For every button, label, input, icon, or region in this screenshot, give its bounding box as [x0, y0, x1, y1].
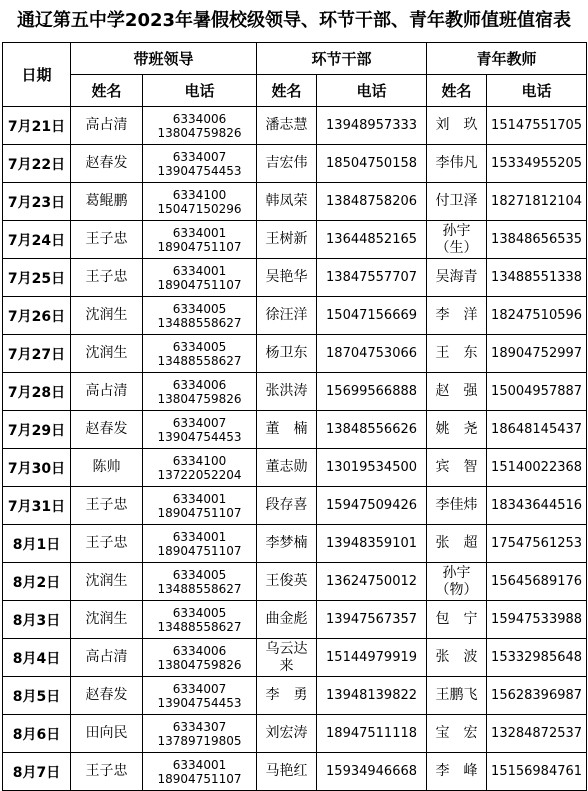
office-phone: 6334001: [172, 757, 227, 772]
cadre-phone-cell: 13948359101: [317, 525, 427, 563]
leader-phone-cell: [143, 411, 257, 449]
leader-phone-cell: [143, 487, 257, 525]
teacher-name-cell: 付卫泽: [427, 183, 487, 221]
leader-group-header: 带班领导: [71, 43, 257, 75]
teacher-phone-cell: 18648145437: [487, 411, 587, 449]
cadre-name-cell: 曲金彪: [257, 601, 317, 639]
teacher-name-cell: 孙宇 （生）: [427, 221, 487, 259]
duty-table: [2, 42, 587, 791]
cadre-name-cell: 杨卫东: [257, 335, 317, 373]
teacher-phone-cell: 13284872537: [487, 715, 587, 753]
teacher-phone-cell: 13488551338: [487, 259, 587, 297]
teacher-phone-cell: 18247510596: [487, 297, 587, 335]
table-row: [3, 715, 587, 753]
mobile-phone: 18904751107: [157, 277, 242, 292]
date-cell: 8月5日: [3, 677, 71, 715]
table-row: [3, 411, 587, 449]
leader-name-cell: 葛鲲鹏: [71, 183, 143, 221]
teacher-name-cell: 包 宁: [427, 601, 487, 639]
teacher-phone-cell: 13848656535: [487, 221, 587, 259]
date-cell: 7月21日: [3, 107, 71, 145]
mobile-phone: 13804759826: [157, 657, 242, 672]
cadre-name-cell: 董志勋: [257, 449, 317, 487]
office-phone: 6334001: [172, 263, 227, 278]
date-cell: 8月1日: [3, 525, 71, 563]
office-phone: 6334100: [172, 453, 227, 468]
leader-name-cell: 田向民: [71, 715, 143, 753]
leader-name-cell: 王子忠: [71, 487, 143, 525]
cadre-phone-cell: 15144979919: [317, 639, 427, 677]
leader-name-cell: 赵春发: [71, 411, 143, 449]
teacher-phone-cell: 15156984761: [487, 753, 587, 791]
teacher-name-cell: 张 超: [427, 525, 487, 563]
table-row: [3, 297, 587, 335]
teacher-phone-cell: 15645689176: [487, 563, 587, 601]
date-header: 日期: [3, 43, 71, 107]
leader-name-cell: 王子忠: [71, 221, 143, 259]
date-cell: 8月6日: [3, 715, 71, 753]
cadre-name-cell: 董 楠: [257, 411, 317, 449]
teacher-name-cell: 王鹏飞: [427, 677, 487, 715]
mobile-phone: 18904751107: [157, 543, 242, 558]
leader-name-cell: 高占清: [71, 373, 143, 411]
office-phone: 6334007: [172, 149, 227, 164]
cadre-name-cell: 段存喜: [257, 487, 317, 525]
office-phone: 6334006: [172, 377, 227, 392]
leader-phone-header: 电话: [143, 75, 257, 107]
mobile-phone: 13722052204: [157, 467, 242, 482]
leader-phone-cell: [143, 107, 257, 145]
cadre-phone-cell: 13848758206: [317, 183, 427, 221]
leader-phone-cell: [143, 259, 257, 297]
cadre-phone-header: 电话: [317, 75, 427, 107]
leader-phone-cell: [143, 183, 257, 221]
office-phone: 6334100: [172, 187, 227, 202]
mobile-phone: 13904754453: [157, 429, 242, 444]
leader-phone-cell: [143, 221, 257, 259]
office-phone: 6334006: [172, 111, 227, 126]
leader-phone-cell: [143, 563, 257, 601]
cadre-name-cell: 马艳红: [257, 753, 317, 791]
office-phone: 6334007: [172, 415, 227, 430]
teacher-name-cell: 刘 玖: [427, 107, 487, 145]
leader-name-cell: 沈润生: [71, 601, 143, 639]
mobile-phone: 13904754453: [157, 695, 242, 710]
leader-name-cell: 赵春发: [71, 677, 143, 715]
office-phone: 6334005: [172, 339, 227, 354]
mobile-phone: 13804759826: [157, 125, 242, 140]
teacher-phone-cell: 18271812104: [487, 183, 587, 221]
teacher-phone-cell: 17547561253: [487, 525, 587, 563]
date-cell: 7月30日: [3, 449, 71, 487]
office-phone: 6334001: [172, 225, 227, 240]
mobile-phone: 18904751107: [157, 771, 242, 786]
cadre-phone-cell: 13019534500: [317, 449, 427, 487]
leader-name-cell: 赵春发: [71, 145, 143, 183]
office-phone: 6334006: [172, 643, 227, 658]
teacher-group-header: 青年教师: [427, 43, 587, 75]
teacher-phone-cell: 15004957887: [487, 373, 587, 411]
table-row: [3, 639, 587, 677]
date-cell: 7月29日: [3, 411, 71, 449]
teacher-phone-cell: 15947533988: [487, 601, 587, 639]
teacher-phone-cell: 15147551705: [487, 107, 587, 145]
office-phone: 6334307: [172, 719, 227, 734]
cadre-name-cell: 王俊英: [257, 563, 317, 601]
date-cell: 8月2日: [3, 563, 71, 601]
date-cell: 7月27日: [3, 335, 71, 373]
cadre-phone-cell: 13948139822: [317, 677, 427, 715]
date-cell: 8月7日: [3, 753, 71, 791]
table-row: [3, 145, 587, 183]
leader-phone-cell: [143, 639, 257, 677]
mobile-phone: 13488558627: [157, 581, 242, 596]
cadre-phone-cell: 18504750158: [317, 145, 427, 183]
teacher-name-cell: 宾 智: [427, 449, 487, 487]
office-phone: 6334005: [172, 301, 227, 316]
table-row: [3, 183, 587, 221]
mobile-phone: 18904751107: [157, 505, 242, 520]
mobile-phone: 13488558627: [157, 315, 242, 330]
office-phone: 6334005: [172, 567, 227, 582]
cadre-name-cell: 吉宏伟: [257, 145, 317, 183]
cadre-phone-cell: 13848556626: [317, 411, 427, 449]
leader-phone-cell: [143, 449, 257, 487]
leader-name-cell: 沈润生: [71, 335, 143, 373]
teacher-name-cell: 孙宇 （物）: [427, 563, 487, 601]
mobile-phone: 13488558627: [157, 619, 242, 634]
cadre-name-header: 姓名: [257, 75, 317, 107]
teacher-name-cell: 李 峰: [427, 753, 487, 791]
cadre-phone-cell: 15699566888: [317, 373, 427, 411]
cadre-phone-cell: 13948957333: [317, 107, 427, 145]
leader-phone-cell: [143, 297, 257, 335]
teacher-name-cell: 赵 强: [427, 373, 487, 411]
mobile-phone: 13789719805: [157, 733, 242, 748]
cadre-phone-cell: 15047156669: [317, 297, 427, 335]
table-row: [3, 563, 587, 601]
table-row: [3, 107, 587, 145]
teacher-name-cell: 王 东: [427, 335, 487, 373]
teacher-name-cell: 吴海青: [427, 259, 487, 297]
leader-phone-cell: [143, 145, 257, 183]
leader-phone-cell: [143, 753, 257, 791]
office-phone: 6334001: [172, 529, 227, 544]
leader-name-cell: 高占清: [71, 107, 143, 145]
leader-name-cell: 王子忠: [71, 259, 143, 297]
mobile-phone: 13904754453: [157, 163, 242, 178]
date-cell: 7月26日: [3, 297, 71, 335]
cadre-phone-cell: 13947567357: [317, 601, 427, 639]
leader-name-header: 姓名: [71, 75, 143, 107]
table-row: [3, 601, 587, 639]
table-row: [3, 449, 587, 487]
cadre-name-cell: 李梦楠: [257, 525, 317, 563]
teacher-phone-cell: 15332985648: [487, 639, 587, 677]
office-phone: 6334001: [172, 491, 227, 506]
mobile-phone: 15047150296: [157, 201, 242, 216]
leader-phone-cell: [143, 601, 257, 639]
cadre-name-cell: 吴艳华: [257, 259, 317, 297]
leader-phone-cell: [143, 677, 257, 715]
table-row: [3, 373, 587, 411]
date-cell: 7月23日: [3, 183, 71, 221]
table-row: [3, 677, 587, 715]
date-cell: 7月28日: [3, 373, 71, 411]
teacher-name-cell: 李佳炜: [427, 487, 487, 525]
leader-phone-cell: [143, 525, 257, 563]
cadre-phone-cell: 18947511118: [317, 715, 427, 753]
date-cell: 7月31日: [3, 487, 71, 525]
leader-name-cell: 沈润生: [71, 563, 143, 601]
table-row: [3, 487, 587, 525]
cadre-phone-cell: 18704753066: [317, 335, 427, 373]
cadre-name-cell: 张洪涛: [257, 373, 317, 411]
cadre-phone-cell: 13847557707: [317, 259, 427, 297]
teacher-name-cell: 姚 尧: [427, 411, 487, 449]
leader-name-cell: 陈帅: [71, 449, 143, 487]
table-row: [3, 259, 587, 297]
teacher-phone-cell: 18904752997: [487, 335, 587, 373]
date-cell: 8月4日: [3, 639, 71, 677]
table-row: [3, 753, 587, 791]
teacher-phone-header: 电话: [487, 75, 587, 107]
leader-phone-cell: [143, 715, 257, 753]
date-cell: 7月24日: [3, 221, 71, 259]
cadre-name-cell: 潘志慧: [257, 107, 317, 145]
cadre-name-cell: 徐汪洋: [257, 297, 317, 335]
office-phone: 6334007: [172, 681, 227, 696]
leader-name-cell: 王子忠: [71, 753, 143, 791]
teacher-name-cell: 张 波: [427, 639, 487, 677]
table-row: [3, 221, 587, 259]
cadre-name-cell: 王树新: [257, 221, 317, 259]
teacher-name-cell: 李 洋: [427, 297, 487, 335]
office-phone: 6334005: [172, 605, 227, 620]
cadre-name-cell: 刘宏涛: [257, 715, 317, 753]
teacher-name-header: 姓名: [427, 75, 487, 107]
teacher-phone-cell: 15628396987: [487, 677, 587, 715]
leader-name-cell: 高占清: [71, 639, 143, 677]
mobile-phone: 13804759826: [157, 391, 242, 406]
cadre-name-cell: 韩凤荣: [257, 183, 317, 221]
date-cell: 7月25日: [3, 259, 71, 297]
cadre-phone-cell: 15947509426: [317, 487, 427, 525]
teacher-phone-cell: 15334955205: [487, 145, 587, 183]
cadre-name-cell: 李 勇: [257, 677, 317, 715]
date-cell: 7月22日: [3, 145, 71, 183]
teacher-phone-cell: 18343644516: [487, 487, 587, 525]
table-row: [3, 525, 587, 563]
leader-phone-cell: [143, 335, 257, 373]
page-title: 通辽第五中学2023年暑假校级领导、环节干部、青年教师值班值宿表: [16, 10, 572, 31]
leader-name-cell: 沈润生: [71, 297, 143, 335]
table-row: [3, 335, 587, 373]
mobile-phone: 18904751107: [157, 239, 242, 254]
mobile-phone: 13488558627: [157, 353, 242, 368]
cadre-group-header: 环节干部: [257, 43, 427, 75]
leader-phone-cell: [143, 373, 257, 411]
cadre-phone-cell: 13624750012: [317, 563, 427, 601]
cadre-phone-cell: 13644852165: [317, 221, 427, 259]
leader-name-cell: 王子忠: [71, 525, 143, 563]
date-cell: 8月3日: [3, 601, 71, 639]
teacher-name-cell: 宝 宏: [427, 715, 487, 753]
cadre-name-cell: 乌云达 来: [257, 639, 317, 677]
cadre-phone-cell: 15934946668: [317, 753, 427, 791]
teacher-phone-cell: 15140022368: [487, 449, 587, 487]
teacher-name-cell: 李伟凡: [427, 145, 487, 183]
